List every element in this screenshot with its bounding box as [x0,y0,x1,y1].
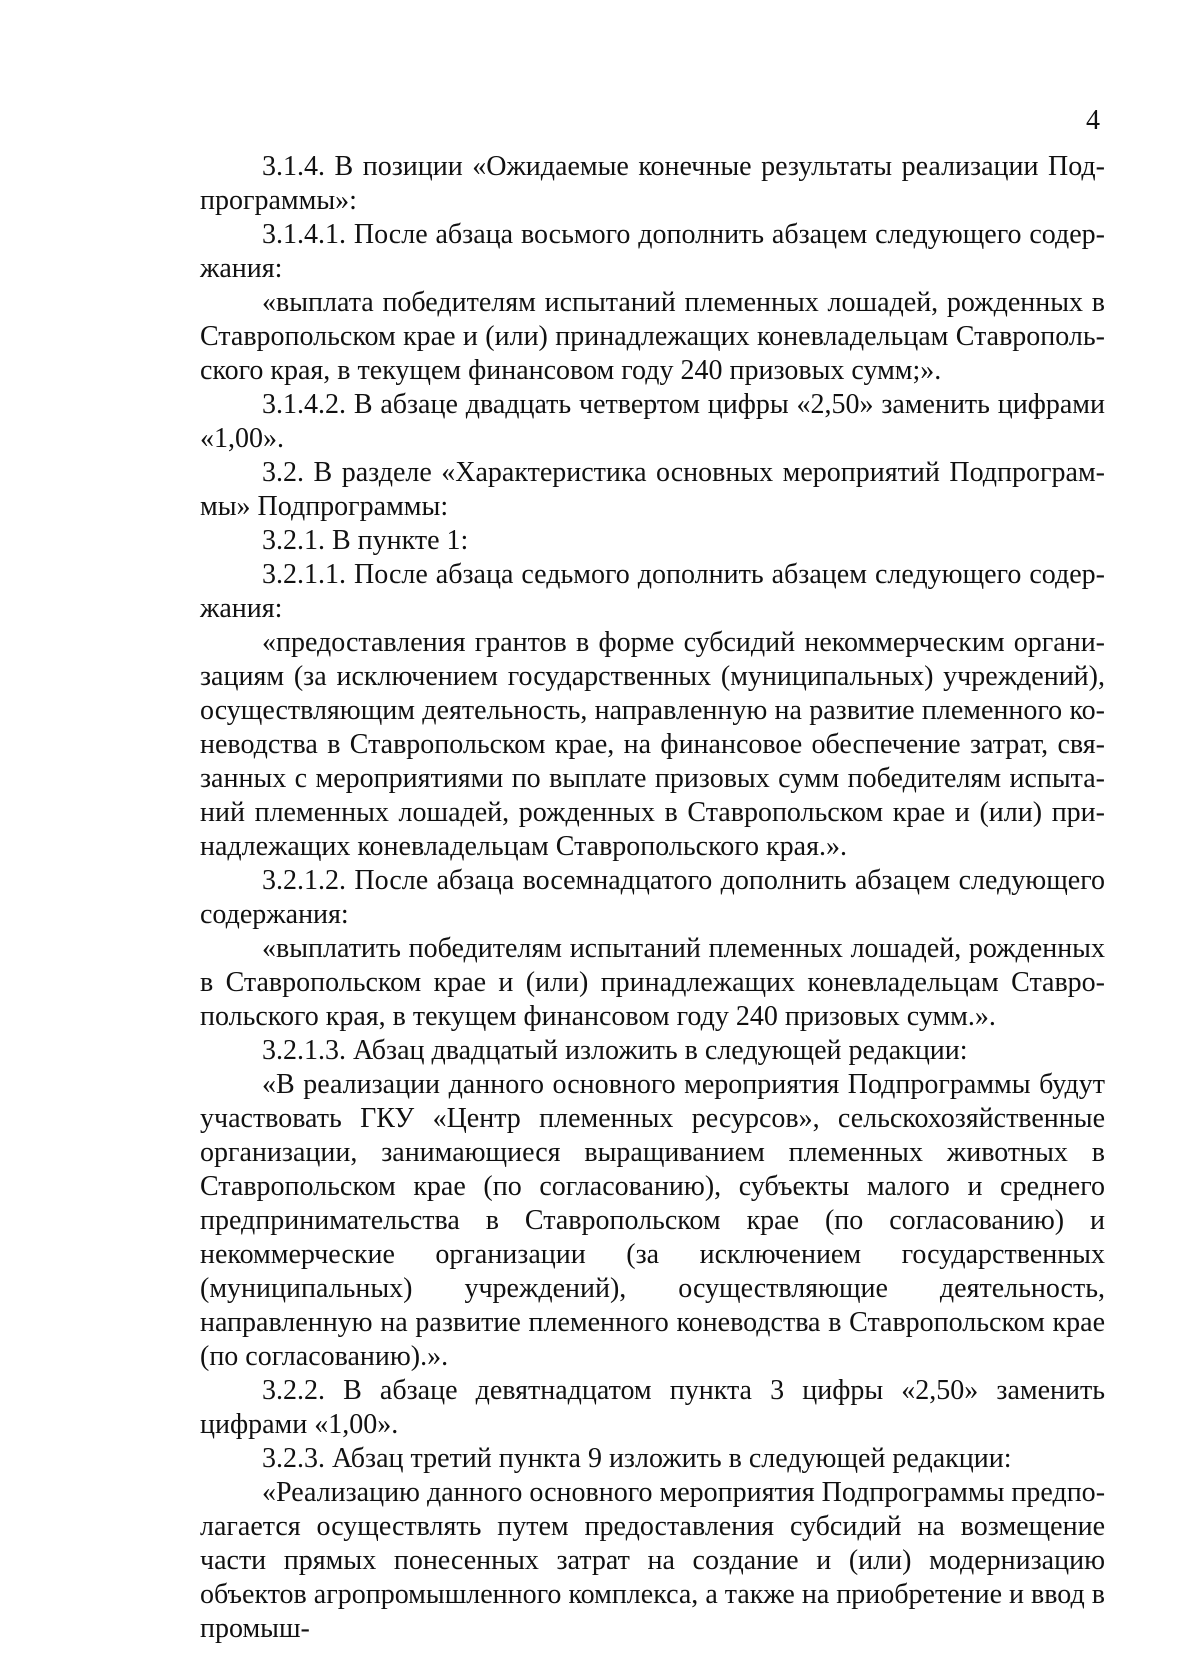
paragraph: 3.2.3. Абзац третий пункта 9 изложить в следующей редакции: [262,1443,1012,1474]
paragraph: 3.2.1. В пункте 1: [262,525,469,556]
paragraph: 3.1.4. В позиции «Ожидаемые конечные результаты реализации Подпрограммы»: [200,151,1105,216]
paragraph: 3.2.2. В абзаце девятнадцатом пункта 3 цифры «2,50» заменить цифрами «1,00». [200,1375,1105,1440]
paragraph: «В реализации данного основного мероприятия Подпрограммы будут участвовать ГКУ «Центр племенных ресурсов», сельскохозяйственные организации, занимающиеся выращиванием племенных животных в Ставропольском крае (по согласованию), субъекты малого и среднего предпринимательства в Ставропольском крае (по согласованию) и некоммерческие организации (за исключением государственных (муниципальных) учреждений), осуществляющие деятельность, направленную на развитие племенного коневодства в Ставропольском крае (по согласованию).». [200,1069,1105,1372]
paragraph: «Реализацию данного основного мероприятия Подпрограммы предполагается осуществлять путем предоставления субсидий на возмещение части прямых понесенных затрат на создание и (или) модернизацию объектов агропромышленного комплекса, а также на приобретение и ввод в промыш- [200,1477,1106,1644]
paragraph: 3.2.1.1. После абзаца седьмого дополнить абзацем следующего содержания: [200,559,1105,624]
page-number: 4 [1086,105,1100,136]
paragraph: 3.2.1.2. После абзаца восемнадцатого дополнить абзацем следующего содержания: [200,865,1105,930]
paragraph: 3.2.1.3. Абзац двадцатый изложить в следующей редакции: [262,1035,968,1066]
paragraph: 3.1.4.2. В абзаце двадцать четвертом цифры «2,50» заменить цифрами «1,00». [200,389,1105,454]
paragraph: «выплатить победителям испытаний племенных лошадей, рожденных в Ставропольском крае и (или) принадлежащих коневладельцам Ставропольского края, в текущем финансовом году 240 призовых сумм.». [200,933,1105,1032]
document-body [200,150,1105,1646]
paragraph: «выплата победителям испытаний племенных лошадей, рожденных в Ставропольском крае и (или) принадлежащих коневладельцам Ставропольского края, в текущем финансовом году 240 призовых сумм;». [200,287,1105,386]
paragraph: «предоставления грантов в форме субсидий некоммерческим организациям (за исключением государственных (муниципальных) учреждений), осуществляющим деятельность, направленную на развитие племенного коневодства в Ставропольском крае, на финансовое обеспечение затрат, связанных с мероприятиями по выплате призовых сумм победителям испытаний племенных лошадей, рожденных в Ставропольском крае и (или) принадлежащих коневладельцам Ставропольского края.». [200,627,1105,862]
paragraph: 3.1.4.1. После абзаца восьмого дополнить абзацем следующего содержания: [200,219,1105,284]
paragraph: 3.2. В разделе «Характеристика основных мероприятий Подпрограммы» Подпрограммы: [200,457,1105,522]
